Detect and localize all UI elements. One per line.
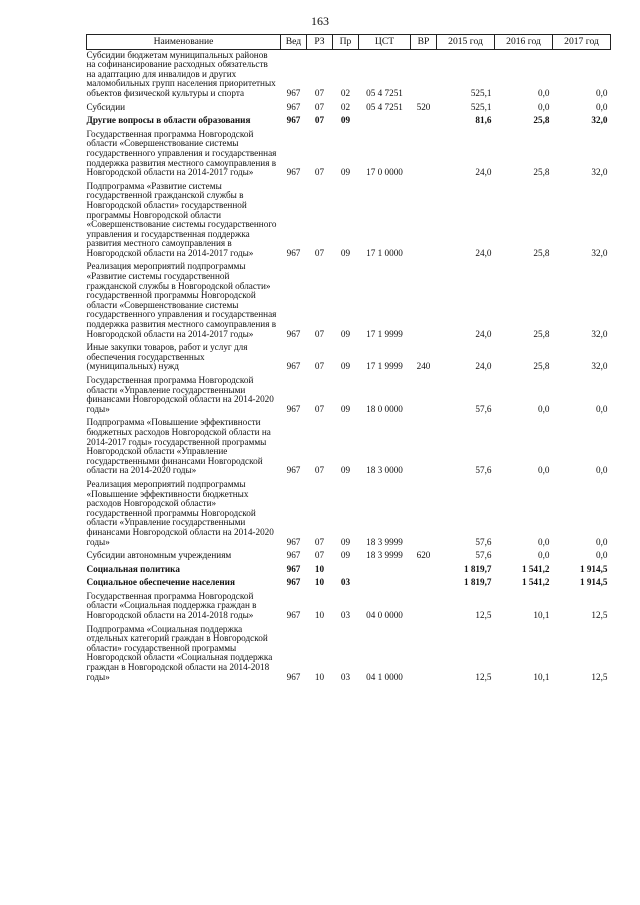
header-ved: Вед: [281, 35, 307, 50]
row-2017: 0,0: [596, 536, 608, 547]
table-row: [87, 112, 611, 126]
header-rz: РЗ: [307, 35, 333, 50]
row-ved: 967: [286, 536, 301, 547]
row-pr: 03: [340, 610, 351, 621]
row-2016: 1 541,2: [521, 577, 550, 588]
row-ved: 967: [286, 328, 301, 339]
row-ved: 967: [286, 101, 301, 112]
row-pr: 09: [340, 361, 351, 372]
budget-table: [86, 34, 611, 682]
row-pr: 09: [340, 115, 351, 126]
table-header-row: [87, 35, 611, 50]
row-ved: 967: [286, 610, 301, 621]
row-name: Иные закупки товаров, работ и услуг для обеспечения государственных (муниципальных) нужд: [86, 342, 248, 372]
page-number: 163: [311, 14, 329, 28]
table-row: [87, 178, 611, 259]
row-2015: 57,6: [475, 550, 492, 561]
table-row: [87, 258, 611, 339]
table-row: [87, 339, 611, 372]
row-vr: [411, 561, 437, 575]
row-vr: [411, 621, 437, 683]
row-name: Государственная программа Новгородской области «Социальная поддержка граждан в Новгородской области на 2014-2018 годы»: [86, 590, 257, 621]
table-row: [87, 547, 611, 561]
row-ved: 967: [286, 115, 301, 126]
row-2015: 525,1: [470, 101, 492, 112]
row-2017: 32,0: [591, 247, 608, 258]
row-vr: [411, 126, 437, 178]
row-ved: 967: [286, 671, 301, 682]
row-name: Субсидии бюджетам муниципальных районов на софинансирование расходных обязательств на адаптацию для инвалидов и других маломобильных групп населения приоритетных объектов физической культуры и спорта: [86, 49, 276, 98]
row-pr: 02: [340, 101, 351, 112]
row-name: Субсидии: [86, 101, 126, 112]
table-row: [87, 49, 611, 98]
row-cst: 18 3 0000: [366, 465, 403, 476]
row-rz: 10: [314, 563, 325, 574]
row-ved: 967: [286, 87, 301, 98]
row-2015: 12,5: [475, 671, 492, 682]
row-2017: 32,0: [591, 167, 608, 178]
row-rz: 07: [314, 550, 325, 561]
row-cst: [359, 561, 411, 575]
row-name: Государственная программа Новгородской области «Управление государственными финансами Новгородской области на 2014-2020 годы»: [86, 375, 274, 414]
table-row: [87, 621, 611, 683]
row-cst: [359, 574, 411, 588]
row-ved: 967: [286, 361, 301, 372]
row-2016: 25,8: [533, 167, 550, 178]
table-row: [87, 574, 611, 588]
row-pr: 09: [340, 167, 351, 178]
row-cst: [359, 112, 411, 126]
row-2015: 12,5: [475, 610, 492, 621]
row-pr: 03: [340, 577, 351, 588]
row-ved: 967: [286, 577, 301, 588]
row-2016: 1 541,2: [521, 563, 550, 574]
row-2016: 25,8: [533, 115, 550, 126]
header-2016: 2016 год: [495, 35, 553, 50]
row-rz: 07: [314, 115, 325, 126]
row-2017: 32,0: [591, 115, 608, 126]
row-vr: [411, 178, 437, 259]
row-rz: 07: [314, 167, 325, 178]
row-ved: 967: [286, 247, 301, 258]
header-pr: Пр: [333, 35, 359, 50]
row-2015: 24,0: [475, 361, 492, 372]
row-cst: 18 3 9999: [366, 550, 403, 561]
table-row: [87, 476, 611, 547]
table-row: [87, 414, 611, 476]
row-2016: 10,1: [533, 671, 550, 682]
row-cst: 04 1 0000: [366, 671, 403, 682]
row-2016: 10,1: [533, 610, 550, 621]
row-2015: 57,6: [475, 403, 492, 414]
row-2017: 0,0: [596, 550, 608, 561]
row-2017: 32,0: [591, 361, 608, 372]
header-2017: 2017 год: [553, 35, 611, 50]
row-rz: 07: [314, 465, 325, 476]
row-2017: 0,0: [596, 101, 608, 112]
row-2015: 24,0: [475, 328, 492, 339]
row-2015: 24,0: [475, 167, 492, 178]
row-2015: 81,6: [475, 115, 492, 126]
row-name: Социальная политика: [86, 563, 180, 574]
row-2016: 0,0: [538, 403, 550, 414]
row-pr: 09: [340, 247, 351, 258]
row-pr: 09: [340, 328, 351, 339]
row-pr: 09: [340, 536, 351, 547]
row-pr: 09: [340, 465, 351, 476]
row-name: Социальное обеспечение населения: [86, 577, 235, 588]
row-vr: [411, 112, 437, 126]
row-name: Подпрограмма «Развитие системы государственной гражданской службы в Новгородской области» государственной программы Новгородской области «Совершенствование системы государственного управления и государственная поддержка развития местного самоуправления в Новгородской области на 2014-2017 годы»: [86, 180, 277, 258]
row-vr: [411, 574, 437, 588]
row-vr: [411, 372, 437, 414]
row-cst: 17 0 0000: [366, 167, 403, 178]
row-pr: 03: [340, 671, 351, 682]
row-rz: 07: [314, 101, 325, 112]
header-2015: 2015 год: [437, 35, 495, 50]
row-rz: 07: [314, 403, 325, 414]
row-vr: [411, 49, 437, 98]
row-rz: 07: [314, 247, 325, 258]
row-cst: 04 0 0000: [366, 610, 403, 621]
row-2017: 0,0: [596, 87, 608, 98]
row-2015: 57,6: [475, 465, 492, 476]
row-2015: 1 819,7: [463, 563, 492, 574]
row-2015: 525,1: [470, 87, 492, 98]
header-vr: ВР: [411, 35, 437, 50]
row-2016: 0,0: [538, 550, 550, 561]
row-2016: 0,0: [538, 536, 550, 547]
row-vr: 620: [416, 550, 431, 561]
row-2015: 57,6: [475, 536, 492, 547]
row-name: Подпрограмма «Социальная поддержка отдельных категорий граждан в Новгородской области» государственной программы Новгородской области «Социальная поддержка граждан в Новгородской области на 2014-2018 годы»: [86, 623, 273, 682]
row-2016: 0,0: [538, 465, 550, 476]
row-name: Другие вопросы в области образования: [86, 115, 251, 126]
row-vr: 520: [416, 101, 431, 112]
row-cst: 17 1 9999: [366, 361, 403, 372]
row-ved: 967: [286, 563, 301, 574]
row-cst: 17 1 0000: [366, 247, 403, 258]
row-cst: 18 3 9999: [366, 536, 403, 547]
row-2016: 25,8: [533, 328, 550, 339]
row-vr: [411, 476, 437, 547]
row-rz: 07: [314, 87, 325, 98]
row-2017: 1 914,5: [579, 577, 608, 588]
row-pr: 02: [340, 87, 351, 98]
header-cst: ЦСТ: [359, 35, 411, 50]
row-name: Государственная программа Новгородской области «Совершенствование системы государственного управления и государственная поддержка развития местного самоуправления в Новгородской области на 2014-2017 годы»: [86, 128, 277, 178]
row-pr: 09: [340, 550, 351, 561]
row-vr: [411, 588, 437, 621]
row-name: Реализация мероприятий подпрограммы «Повышение эффективности бюджетных расходов Новгородской области» государственной программы Новгородской области «Управление государственными финансами Новгородской области на 2014-2020 годы»: [86, 478, 274, 547]
row-2017: 12,5: [591, 671, 608, 682]
row-ved: 967: [286, 403, 301, 414]
row-rz: 07: [314, 328, 325, 339]
row-2015: 1 819,7: [463, 577, 492, 588]
table-row: [87, 561, 611, 575]
row-2016: 25,8: [533, 361, 550, 372]
row-ved: 967: [286, 167, 301, 178]
row-name: Подпрограмма «Повышение эффективности бюджетных расходов Новгородской области на 2014-2017 годы» государственной программы Новгородской области «Управление государственными финансами Новгородской области на 2014-2020 годы»: [86, 417, 271, 476]
row-cst: 17 1 9999: [366, 328, 403, 339]
table-row: [87, 126, 611, 178]
row-ved: 967: [286, 465, 301, 476]
row-name: Субсидии автономным учреждениям: [86, 550, 232, 561]
table-row: [87, 588, 611, 621]
row-pr: [333, 561, 359, 575]
row-vr: 240: [416, 361, 431, 372]
row-2017: 12,5: [591, 610, 608, 621]
table-body: [87, 49, 611, 682]
row-rz: 07: [314, 536, 325, 547]
row-2016: 25,8: [533, 247, 550, 258]
row-2017: 32,0: [591, 328, 608, 339]
row-rz: 10: [314, 610, 325, 621]
row-ved: 967: [286, 550, 301, 561]
row-rz: 07: [314, 361, 325, 372]
row-2015: 24,0: [475, 247, 492, 258]
table-row: [87, 372, 611, 414]
row-name: Реализация мероприятий подпрограммы «Развитие системы государственной гражданской службы в Новгородской области» государственной программы Новгородской области «Совершенствование системы государственного управления и государственная поддержка развития местного самоуправления в Новгородской области на 2014-2017 годы»: [86, 261, 277, 339]
header-name: Наименование: [87, 35, 281, 50]
row-rz: 10: [314, 671, 325, 682]
row-pr: 09: [340, 403, 351, 414]
row-2016: 0,0: [538, 101, 550, 112]
row-cst: 05 4 7251: [366, 101, 403, 112]
table-row: [87, 99, 611, 113]
row-vr: [411, 258, 437, 339]
row-2017: 0,0: [596, 465, 608, 476]
row-cst: 05 4 7251: [366, 87, 403, 98]
row-2016: 0,0: [538, 87, 550, 98]
row-2017: 0,0: [596, 403, 608, 414]
row-2017: 1 914,5: [579, 563, 608, 574]
row-rz: 10: [314, 577, 325, 588]
row-vr: [411, 414, 437, 476]
row-cst: 18 0 0000: [366, 403, 403, 414]
